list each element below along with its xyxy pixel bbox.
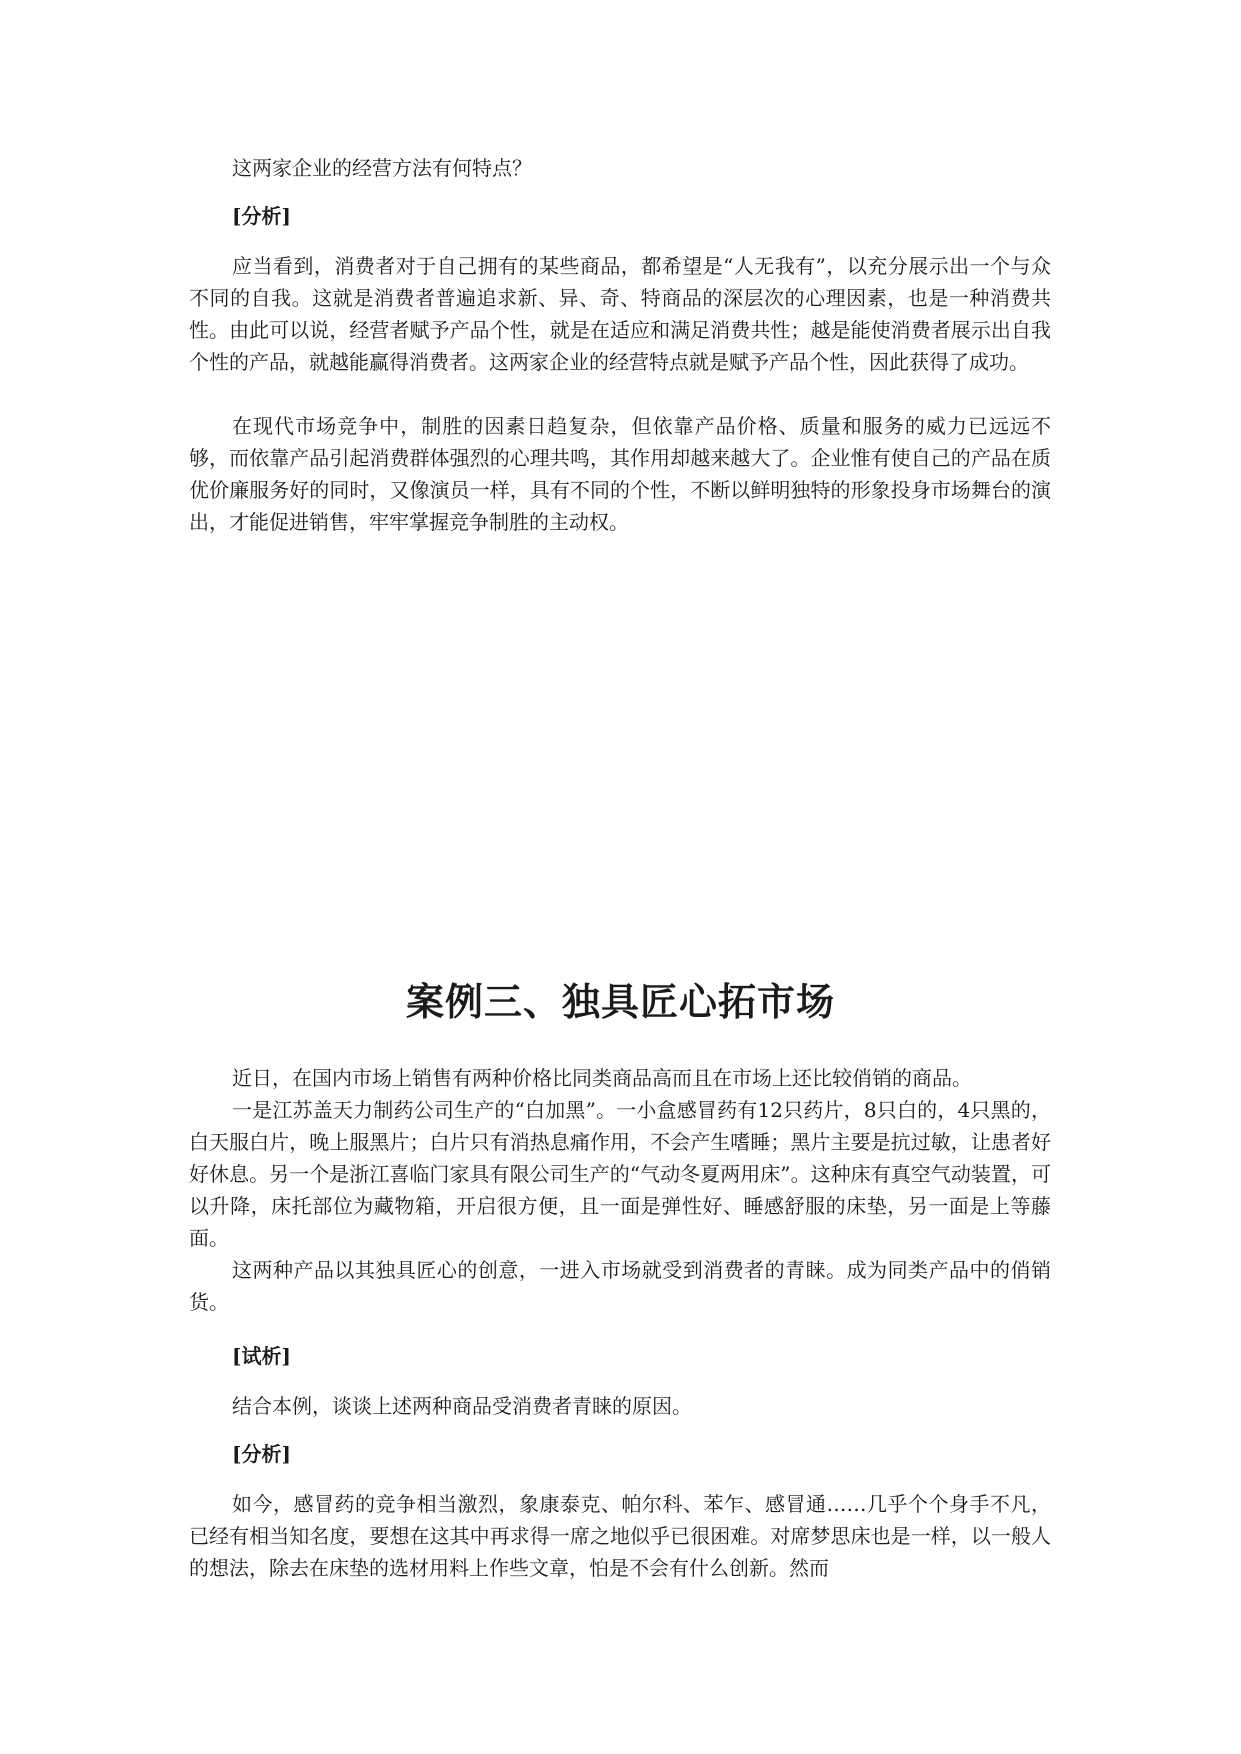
analysis-label-2: [分析] <box>232 1442 291 1466</box>
trial-question: 结合本例，谈谈上述两种商品受消费者青睐的原因。 <box>232 1394 692 1418</box>
trial-label: [试析] <box>232 1344 291 1368</box>
question-text: 这两家企业的经营方法有何特点？ <box>232 156 532 180</box>
case-paragraph-2: 一是江苏盖天力制药公司生产的“白加黑”。一小盒感冒药有12只药片，8只白的，4只黑的，白天服白片，晚上服黑片；白片只有消热息痛作用，不会产生嗜睡；黑片主要是抗过敏，让患者好好休息。另一个是浙江喜临门家具有限公司生产的“气动冬夏两用床”。这种床有真空气动装置，可以升降，床托部位为藏物箱，开启很方便，且一面是弹性好、睡感舒服的床垫，另一面是上等藤面。 <box>189 1098 1051 1250</box>
analysis-paragraph-3: 如今，感冒药的竞争相当激烈，象康泰克、帕尔科、苯乍、感冒通……几乎个个身手不凡，已经有相当知名度，要想在这其中再求得一席之地似乎已很困难。对席梦思床也是一样，以一般人的想法，除去在床垫的选材用料上作些文章，怕是不会有什么创新。然而 <box>189 1492 1051 1580</box>
case-paragraph-3: 这两种产品以其独具匠心的创意，一进入市场就受到消费者的青睐。成为同类产品中的俏销货。 <box>189 1258 1051 1314</box>
case-title: 案例三、独具匠心拓市场 <box>405 979 835 1024</box>
analysis-paragraph-2: 在现代市场竞争中，制胜的因素日趋复杂，但依靠产品价格、质量和服务的威力已远远不够，而依靠产品引起消费群体强烈的心理共鸣，其作用却越来越大了。企业惟有使自己的产品在质优价廉服务好的同时，又像演员一样，具有不同的个性，不断以鲜明独特的形象投身市场舞台的演出，才能促进销售，牢牢掌握竞争制胜的主动权。 <box>189 414 1051 534</box>
analysis-paragraph-1: 应当看到，消费者对于自己拥有的某些商品，都希望是“人无我有”，以充分展示出一个与众不同的自我。这就是消费者普遍追求新、异、奇、特商品的深层次的心理因素，也是一种消费共性。由此可以说，经营者赋予产品个性，就是在适应和满足消费共性；越是能使消费者展示出自我个性的产品，就越能赢得消费者。这两家企业的经营特点就是赋予产品个性，因此获得了成功。 <box>189 254 1051 374</box>
case-paragraph-1: 近日，在国内市场上销售有两种价格比同类商品高而且在市场上还比较俏销的商品。 <box>232 1066 972 1090</box>
analysis-label: [分析] <box>232 204 291 228</box>
